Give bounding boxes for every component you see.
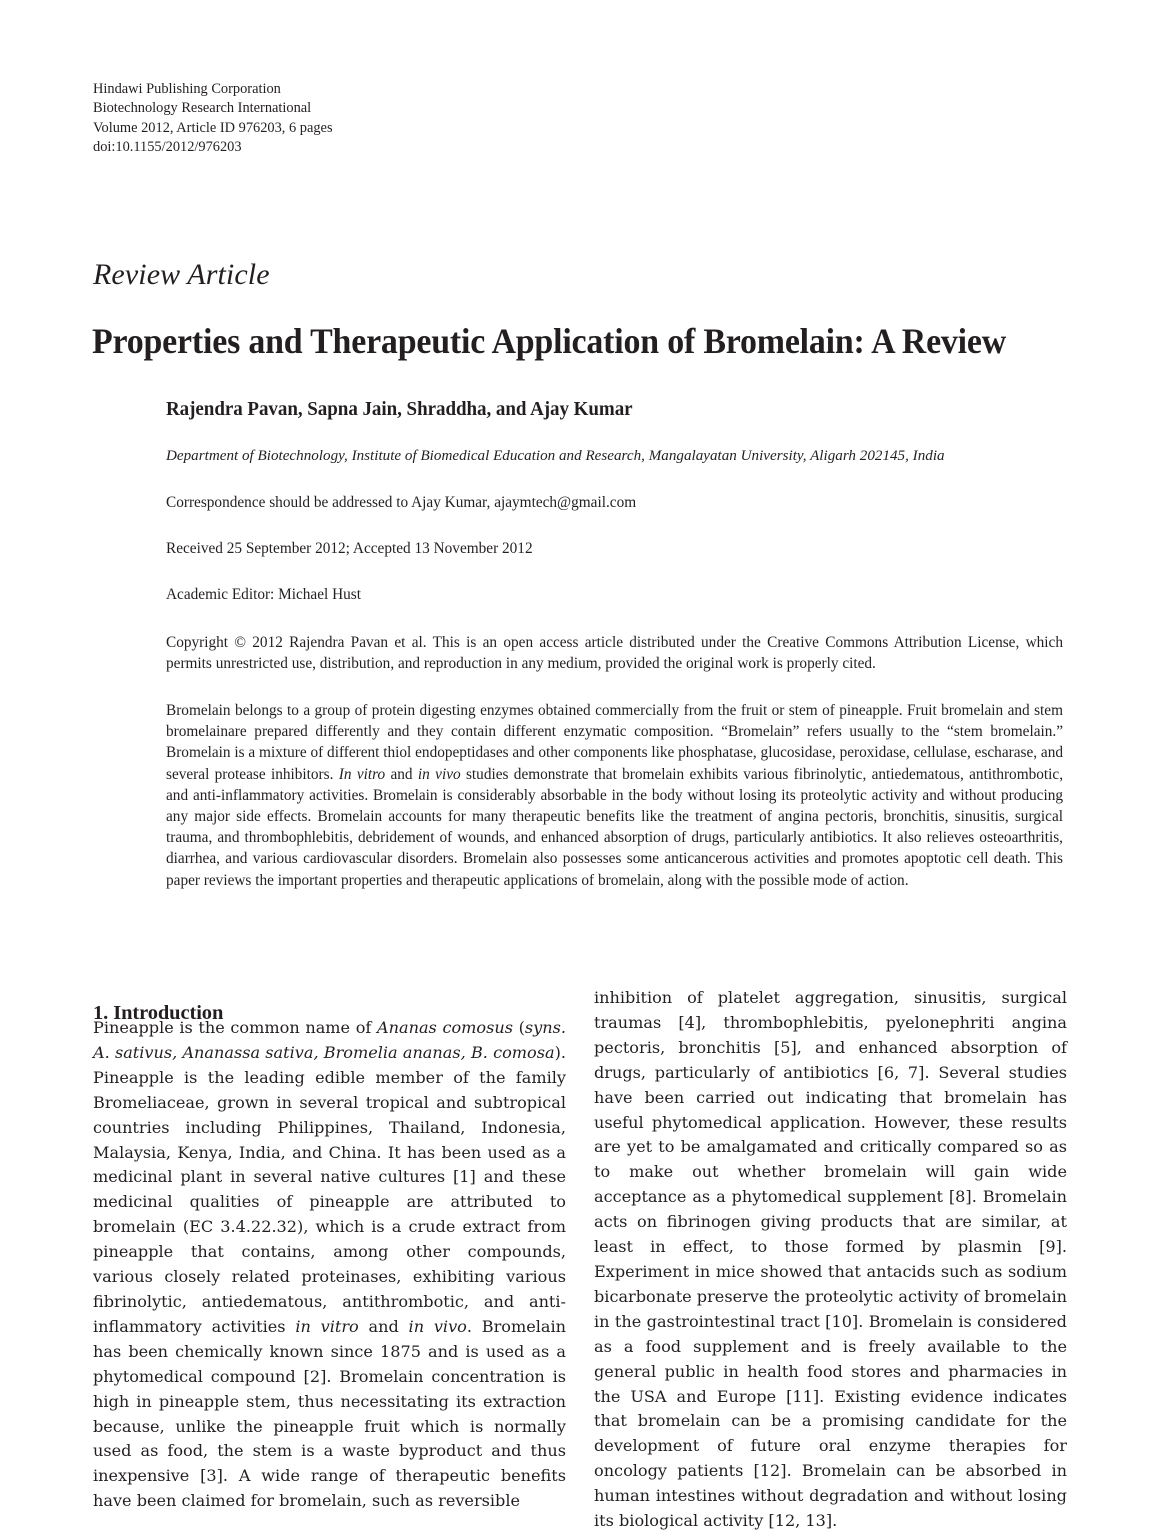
- copyright-statement: Copyright © 2012 Rajendra Pavan et al. This is an open access article distributed under the Creative Commons Attribution License, which permits unrestricted use, distribution, and reproduction in any medium, provided the original work is properly cited.: [166, 633, 1063, 672]
- journal-masthead: [93, 80, 693, 157]
- correspondence-line: Correspondence should be addressed to Ajay Kumar, ajaymtech@gmail.com: [166, 494, 637, 512]
- received-accepted-dates: Received 25 September 2012; Accepted 13 November 2012: [166, 540, 533, 558]
- article-type-label: Review Article: [93, 258, 270, 291]
- paragraph: [93, 1016, 566, 1514]
- page-title: Properties and Therapeutic Application of Bromelain: A Review: [92, 320, 1007, 361]
- journal-name: Biotechnology Research International: [93, 100, 312, 117]
- section-heading-introduction: 1. Introduction: [93, 1002, 224, 1024]
- intro-text-a: Pineapple is the common name of: [93, 1018, 377, 1037]
- abstract-italic-in-vitro: In vitro: [338, 765, 386, 783]
- doi-line: doi:10.1155/2012/976203: [93, 138, 242, 155]
- intro-italic-in-vivo: in vivo: [408, 1316, 467, 1336]
- abstract-text-part-3: studies demonstrate that bromelain exhibits various fibrinolytic, antiedematous, antithrombotic, and anti-inflammatory activities. Bromelain is considerably absorbable in the body without losing its proteolytic activity and without producing any major side effects. Bromelain accounts for many therapeutic benefits like the treatment of angina pectoris, bronchitis, sinusitis, surgical trauma, and thrombophlebitis, debridement of wounds, and enhanced absorption of drugs, particularly antibiotics. It also relieves osteoarthritis, diarrhea, and various cardiovascular disorders. Bromelain also possesses some anticancerous activities and promotes apoptotic cell death. This paper reviews the important properties and therapeutic applications of bromelain, along with the possible mode of action.: [166, 765, 1064, 889]
- publisher-name: Hindawi Publishing Corporation: [93, 81, 281, 97]
- front-matter-block: [166, 398, 1063, 891]
- abstract-italic-in-vivo: in vivo: [417, 765, 461, 783]
- body-column-right: [594, 986, 1067, 1534]
- body-column-left: [93, 1016, 566, 1514]
- academic-editor: Academic Editor: Michael Hust: [166, 586, 361, 604]
- abstract: [166, 700, 1063, 891]
- volume-article-line: Volume 2012, Article ID 976203, 6 pages: [93, 119, 333, 136]
- intro-text-e: . Bromelain has been chemically known since 1875 and is used as a phytomedical compound [2]. Bromelain concentration is high in pineapple stem, thus necessitating its extraction because, unlike the pineapple fruit which is normally used as food, the stem is a waste byproduct and thus inexpensive [3]. A wide range of therapeutic benefits have been claimed for bromelain, such as reversible: [93, 1316, 567, 1511]
- intro-text-c: ). Pineapple is the leading edible member of the family Bromeliaceae, grown in several tropical and subtropical countries including Philippines, Thailand, Indonesia, Malaysia, Kenya, India, and China. It has been used as a medicinal plant in several native cultures [1] and these medicinal qualities of pineapple are attributed to bromelain (EC 3.4.22.32), which is a crude extract from pineapple that contains, among other compounds, various closely related proteinases, exhibiting various fibrinolytic, antiedematous, antithrombotic, and anti-inflammatory activities: [93, 1042, 566, 1336]
- intro-italic-in-vitro: in vitro: [295, 1316, 359, 1336]
- abstract-text-part-2: and: [385, 765, 418, 783]
- paragraph: inhibition of platelet aggregation, sinusitis, surgical traumas [4], thrombophlebitis, pyelonephriti angina pectoris, bronchitis [5], and enhanced absorption of drugs, particularly of antibiotics [6, 7]. Several studies have been carried out indicating that bromelain has useful phytomedical application. However, these results are yet to be amalgamated and critically compared so as to make out whether bromelain will gain wide acceptance as a phytomedical supplement [8]. Bromelain acts on fibrinogen giving products that are similar, at least in effect, to those formed by plasmin [9]. Experiment in mice showed that antacids such as sodium bicarbonate preserve the proteolytic activity of bromelain in the gastrointestinal tract [10]. Bromelain is considered as a food supplement and is freely available to the general public in health food stores and pharmacies in the USA and Europe [11]. Existing evidence indicates that bromelain can be a promising candidate for the development of future oral enzyme therapies for oncology patients [12]. Bromelain can be absorbed in human intestines without degradation and without losing its biological activity [12, 13].: [594, 988, 1067, 1531]
- synonyms-italic: syns. A. sativus, Ananassa sativa, Bromelia ananas, B. comosa: [93, 1018, 566, 1062]
- species-name-ananas-comosus: Ananas comosus: [377, 1018, 513, 1037]
- abstract-text-part-1: Bromelain belongs to a group of protein digesting enzymes obtained commercially from the fruit or stem of pineapple. Fruit bromelain and stem bromelainare prepared differently and they contain different enzymatic composition. “Bromelain” refers usually to the “stem bromelain.” Bromelain is a mixture of different thiol endopeptidases and other components like phosphatase, glucosidase, peroxidase, cellulase, escharase, and several protease inhibitors.: [166, 701, 1063, 783]
- author-list: Rajendra Pavan, Sapna Jain, Shraddha, and Ajay Kumar: [166, 399, 633, 420]
- affiliation: Department of Biotechnology, Institute of Biomedical Education and Research, Mangalayatan University, Aligarh 202145, India: [166, 448, 945, 465]
- intro-text-b: (: [512, 1018, 525, 1037]
- intro-text-d: and: [358, 1316, 409, 1336]
